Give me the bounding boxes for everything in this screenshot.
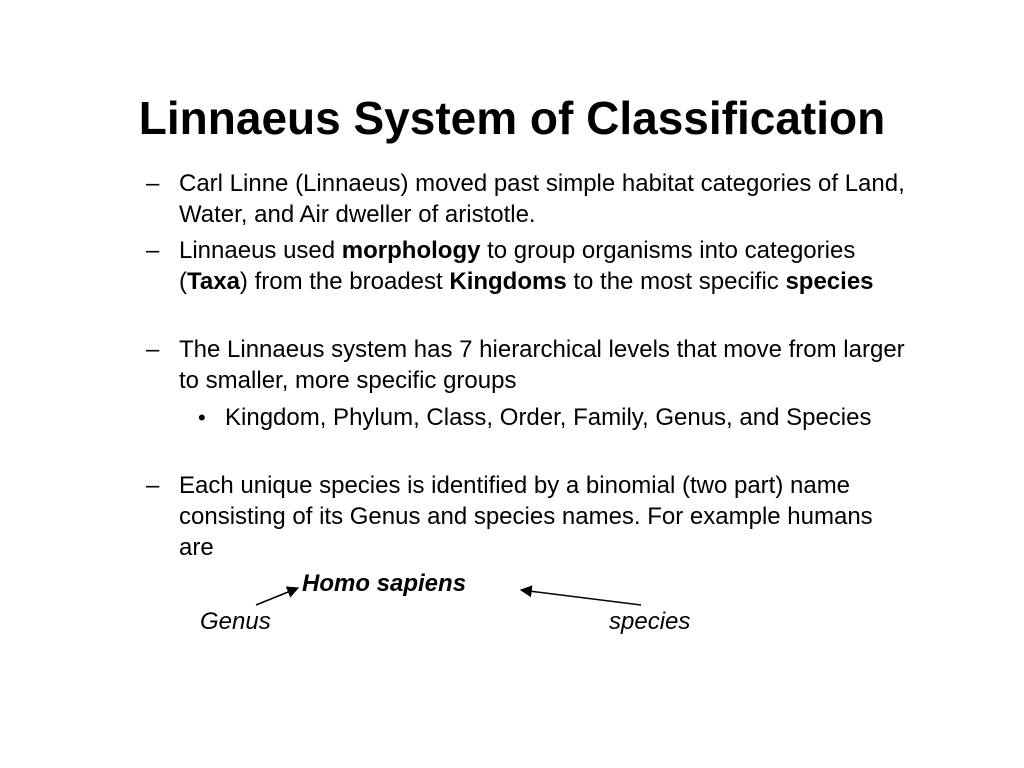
bullet-text-4 (179, 470, 909, 563)
bullet-2-part-3: to group organisms into categories ( (179, 237, 856, 295)
sub-bullet-text (225, 402, 895, 433)
bullet-2-part-5: ) from the broadest (239, 268, 450, 295)
bullet-4-part-1: Each unique species is identified by a binomial (two part) name consisting of its Genus and species names. For example humans are (179, 472, 873, 561)
bullet-text-1 (179, 168, 939, 230)
example-binomial-name: Homo sapiens (302, 570, 467, 597)
sub-bullet-part-1: Kingdom, Phylum, Class, Order, Family, Genus, and Species (225, 404, 872, 431)
bullet-2-term-species: species (785, 268, 874, 295)
bullet-3-part-1: The Linnaeus system has 7 hierarchical levels that move from larger to smaller, more specific groups (179, 336, 905, 394)
bullet-2-part-7: to the most specific (566, 268, 786, 295)
dot-bullet-marker: • (198, 405, 206, 430)
species-label: species (609, 608, 691, 635)
bullet-2-part-1: Linnaeus used (179, 237, 342, 264)
dash-bullet-marker: – (146, 170, 160, 197)
bullet-text-3 (179, 334, 909, 396)
bullet-1-part-1: Carl Linne (Linnaeus) moved past simple habitat categories of Land, Water, and Air dweller of aristotle. (179, 170, 905, 228)
slide-title: Linnaeus System of Classification (138, 92, 886, 144)
genus-arrow (256, 588, 298, 605)
bullet-text-2 (179, 235, 929, 297)
bullet-2-term-kingdoms: Kingdoms (449, 268, 567, 295)
dash-bullet-marker: – (146, 472, 160, 499)
species-arrow (521, 590, 641, 605)
bullet-2-term-taxa: Taxa (187, 268, 240, 295)
bullet-2-term-morphology: morphology (341, 237, 481, 264)
dash-bullet-marker: – (146, 336, 160, 363)
dash-bullet-marker: – (146, 237, 160, 264)
genus-label: Genus (200, 608, 271, 635)
